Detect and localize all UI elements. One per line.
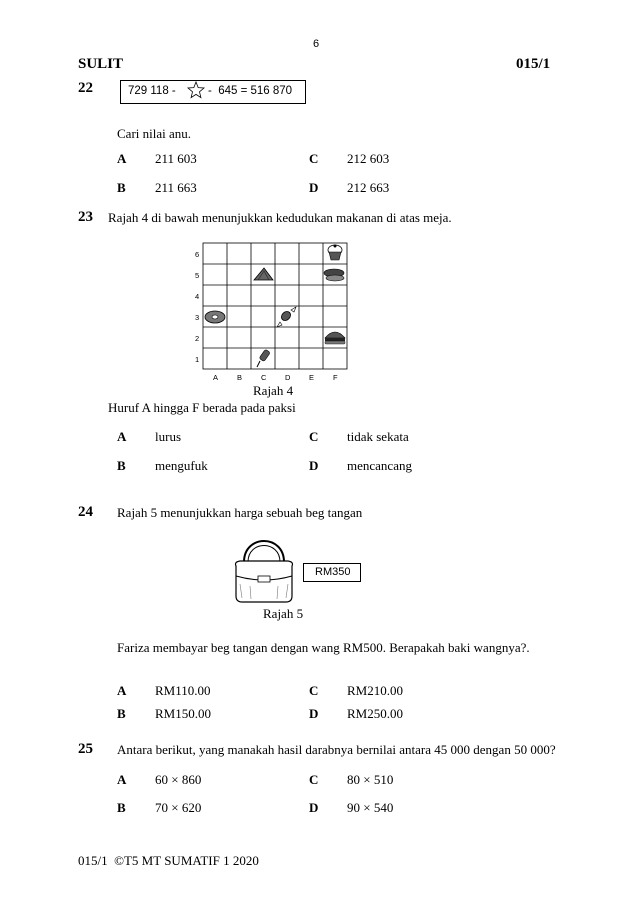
- q23-option-b-text: mengufuk: [155, 458, 208, 473]
- header-right: 015/1: [516, 56, 551, 72]
- col-label-d: D: [285, 373, 291, 382]
- q23-option-b-letter: B: [117, 458, 126, 473]
- q25-option-b-text: 70 × 620: [155, 800, 202, 815]
- handbag-icon: [228, 532, 300, 604]
- col-label-a: A: [213, 373, 219, 382]
- q24-prompt2: Fariza membayar beg tangan dengan wang RM500. Berapakah baki wangnya?.: [117, 640, 530, 655]
- col-label-b: B: [237, 373, 243, 382]
- col-label-c: C: [261, 373, 267, 382]
- equation-left: 729 118 -: [128, 85, 176, 97]
- q24-option-b-text: RM150.00: [155, 706, 211, 721]
- candy-icon: [277, 307, 296, 327]
- q24-option-a-text: RM110.00: [155, 683, 211, 698]
- q22-option-b-letter: B: [117, 180, 126, 195]
- question-number-25: 25: [78, 741, 93, 757]
- q24-option-c-text: RM210.00: [347, 683, 403, 698]
- q24-option-c-letter: C: [309, 683, 319, 698]
- rajah-5-caption: Rajah 5: [263, 606, 304, 621]
- question-number-24: 24: [78, 504, 93, 520]
- equation-box: [120, 80, 306, 104]
- page-number: 6: [313, 38, 320, 50]
- q24-option-d-text: RM250.00: [347, 706, 403, 721]
- q22-option-a-text: 211 603: [155, 151, 197, 166]
- q23-option-a-letter: A: [117, 429, 127, 444]
- q25-option-a-letter: A: [117, 772, 127, 787]
- equation-right: - 645 = 516 870: [208, 85, 293, 97]
- q23-prompt: Rajah 4 di bawah menunjukkan kedudukan makanan di atas meja.: [108, 210, 452, 225]
- q22-option-d-text: 212 663: [347, 180, 390, 195]
- star-icon: [187, 81, 205, 102]
- rajah-4-caption: Rajah 4: [253, 383, 294, 398]
- q22-option-c-letter: C: [309, 151, 319, 166]
- row-label-6: 6: [195, 250, 200, 259]
- footer: 015/1 ©T5 MT SUMATIF 1 2020: [78, 853, 259, 868]
- ice-cream-icon: [257, 349, 270, 367]
- price-tag: [303, 563, 361, 582]
- row-label-4: 4: [195, 292, 200, 301]
- q24-option-a-letter: A: [117, 683, 127, 698]
- row-label-3: 3: [195, 313, 200, 322]
- q23-option-c-text: tidak sekata: [347, 429, 409, 444]
- q24-option-b-letter: B: [117, 706, 126, 721]
- q23-option-d-letter: D: [309, 458, 319, 473]
- q23-prompt2: Huruf A hingga F berada pada paksi: [108, 400, 296, 415]
- header-left: SULIT: [78, 56, 124, 72]
- q22-option-b-text: 211 663: [155, 180, 197, 195]
- q25-option-d-letter: D: [309, 800, 319, 815]
- donut-icon: [205, 311, 225, 323]
- q22-prompt: Cari nilai anu.: [117, 126, 192, 141]
- sandwich-icon: [324, 269, 344, 281]
- q23-option-a-text: lurus: [155, 429, 181, 444]
- food-position-grid: [188, 240, 353, 390]
- cake-slice-icon: [254, 268, 273, 280]
- price-tag-label: RM350: [315, 566, 351, 578]
- q22-option-a-letter: A: [117, 151, 127, 166]
- q25-option-c-letter: C: [309, 772, 319, 787]
- q25-option-b-letter: B: [117, 800, 126, 815]
- row-label-2: 2: [195, 334, 200, 343]
- question-number-22: 22: [78, 80, 93, 96]
- row-label-5: 5: [195, 271, 200, 280]
- row-label-1: 1: [195, 355, 200, 364]
- q23-option-c-letter: C: [309, 429, 319, 444]
- q25-prompt: Antara berikut, yang manakah hasil darabnya bernilai antara 45 000 dengan 50 000?: [117, 742, 556, 757]
- q25-option-c-text: 80 × 510: [347, 772, 394, 787]
- burger-icon: [325, 332, 345, 344]
- question-number-23: 23: [78, 209, 93, 225]
- q22-option-c-text: 212 603: [347, 151, 390, 166]
- col-label-e: E: [309, 373, 315, 382]
- col-label-f: F: [333, 373, 338, 382]
- q25-option-a-text: 60 × 860: [155, 772, 202, 787]
- q24-option-d-letter: D: [309, 706, 319, 721]
- q22-option-d-letter: D: [309, 180, 319, 195]
- q24-prompt: Rajah 5 menunjukkan harga sebuah beg tangan: [117, 505, 363, 520]
- q25-option-d-text: 90 × 540: [347, 800, 394, 815]
- cupcake-icon: [328, 245, 342, 261]
- q23-option-d-text: mencancang: [347, 458, 412, 473]
